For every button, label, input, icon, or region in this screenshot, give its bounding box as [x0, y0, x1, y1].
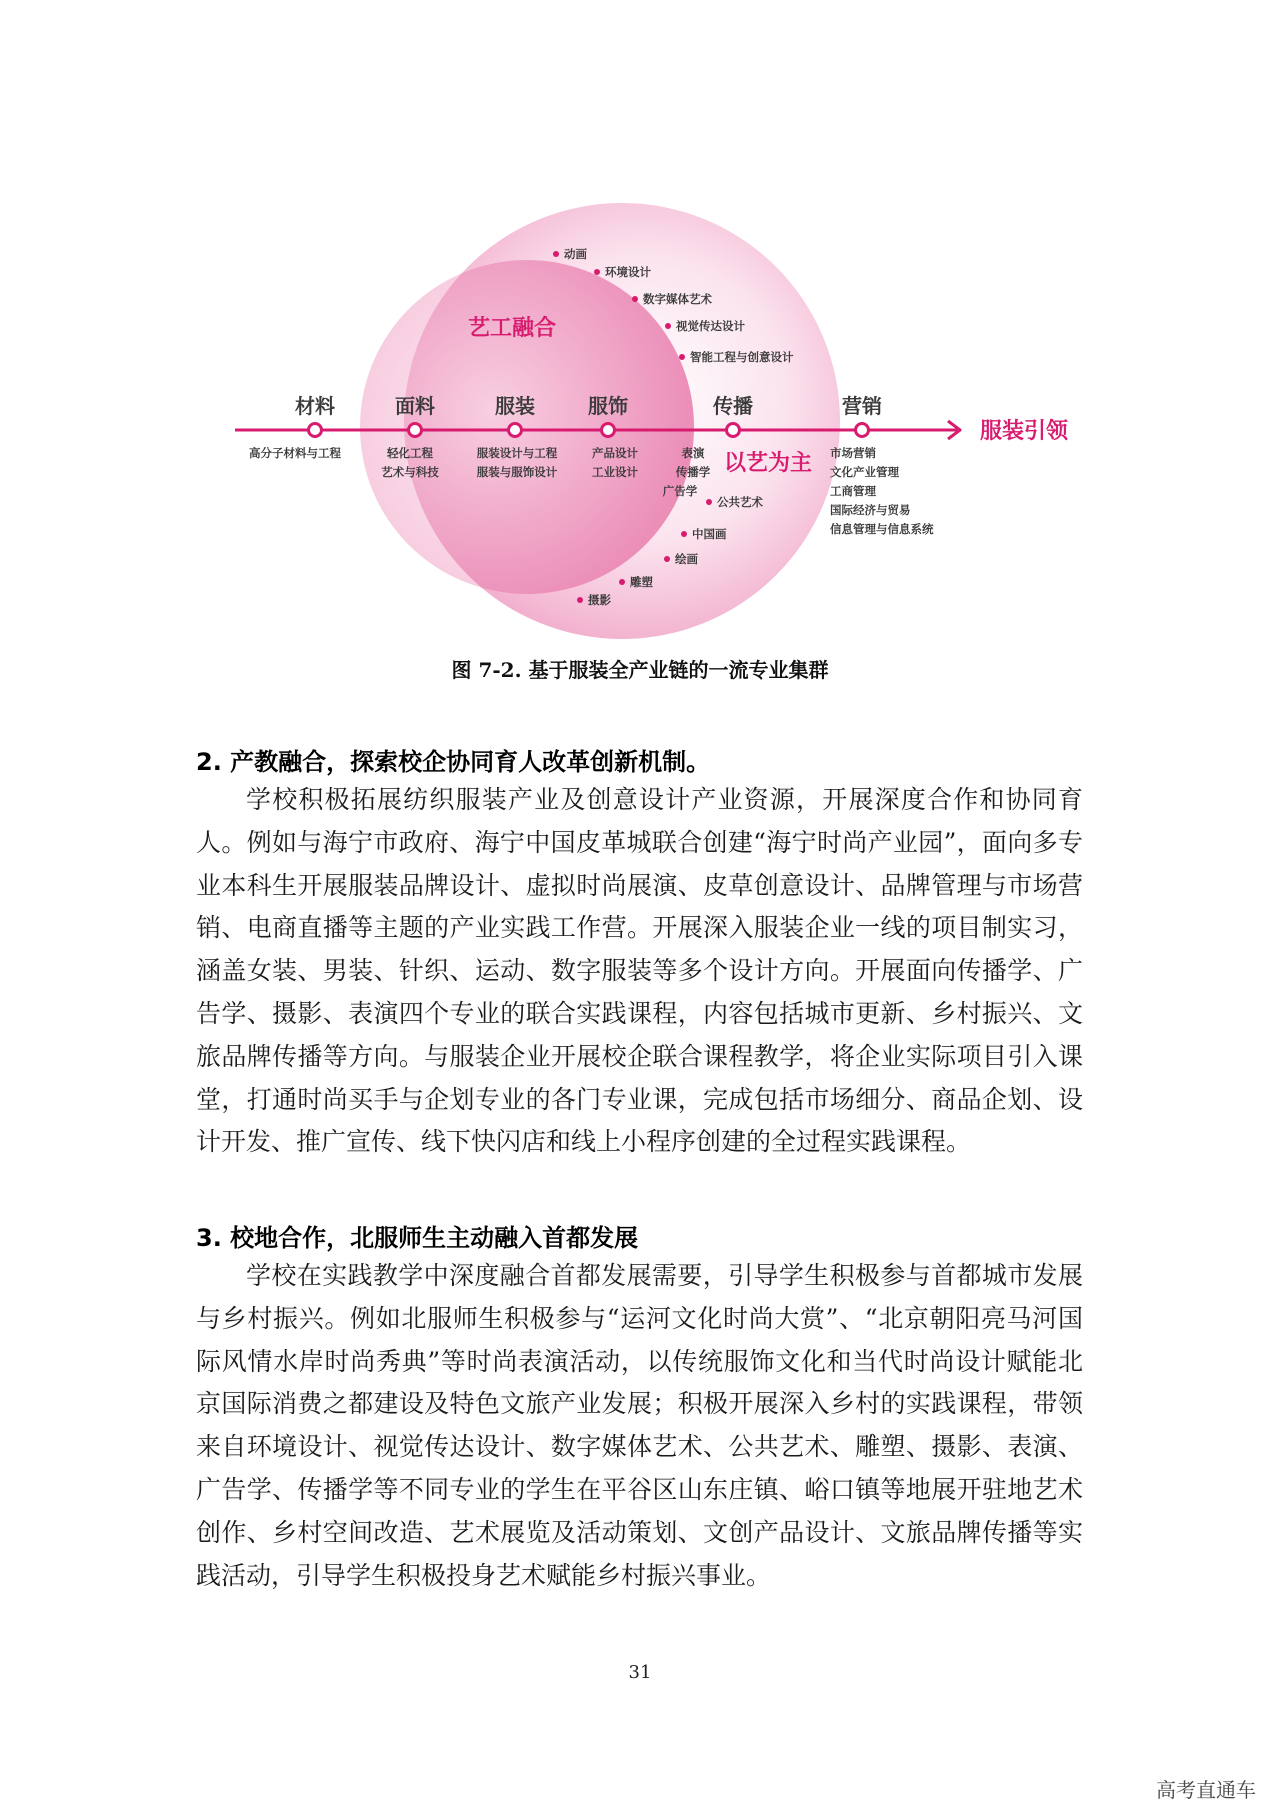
stage-node — [602, 424, 615, 437]
overlap-label: 艺工融合 — [467, 316, 557, 341]
stage-label: 服装 — [495, 394, 535, 418]
lower-major-label: 摄影 — [588, 593, 611, 607]
stage-sub-label: 广告学 — [662, 484, 698, 498]
lower-major-label: 绘画 — [675, 552, 698, 566]
page-number: 31 — [628, 1662, 652, 1683]
stage-sub-label: 服装设计与工程 — [476, 446, 558, 460]
upper-major-label: 动画 — [564, 247, 587, 261]
lower-major-label: 中国画 — [692, 527, 727, 541]
stage-sub-label: 轻化工程 — [387, 446, 433, 460]
art-label: 以艺为主 — [723, 451, 813, 476]
stage-sub-label: 国际经济与贸易 — [830, 503, 911, 517]
major-bullet — [664, 556, 670, 562]
stage-label: 服饰 — [588, 394, 628, 418]
major-bullet — [594, 269, 600, 275]
major-bullet — [665, 323, 671, 329]
section-heading-2: 2. 产教融合，探索校企协同育人改革创新机制。 — [196, 748, 711, 776]
arrow-label: 服装引领 — [980, 419, 1069, 444]
major-bullet — [577, 597, 583, 603]
major-bullet — [681, 531, 687, 537]
section-paragraph-2: 学校积极拓展纺织服装产业及创意设计产业资源，开展深度合作和协同育人。例如与海宁市政府、海宁中国皮革城联合创建“海宁时尚产业园”，面向多专业本科生开展服装品牌设计、虚拟时尚展演、皮草创意设计、品牌管理与市场营销、电商直播等主题的产业实践工作营。开展深入服装企业一线的项目制实习，涵盖女装、男装、针织、运动、数字服装等多个设计方向。开展面向传播学、广告学、摄影、表演四个专业的联合实践课程，内容包括城市更新、乡村振兴、文旅品牌传播等方向。与服装企业开展校企联合课程教学，将企业实际项目引入课堂，打通时尚买手与企划专业的各门专业课，完成包括市场细分、商品企划、设计开发、推广宣传、线下快闪店和线上小程序创建的全过程实践课程。 — [196, 785, 1083, 1157]
stage-node — [727, 424, 740, 437]
stage-sub-label: 高分子材料与工程 — [249, 446, 341, 460]
major-bullet — [632, 296, 638, 302]
section-paragraph-3: 学校在实践教学中深度融合首都发展需要，引导学生积极参与首都城市发展与乡村振兴。例如北服师生积极参与“运河文化时尚大赏”、“北京朝阳亮马河国际风情水岸时尚秀典”等时尚表演活动，以传统服饰文化和当代时尚设计赋能北京国际消费之都建设及特色文旅产业发展；积极开展深入乡村的实践课程，带领来自环境设计、视觉传达设计、数字媒体艺术、公共艺术、雕塑、摄影、表演、广告学、传播学等不同专业的学生在平谷区山东庄镇、峪口镇等地展开驻地艺术创作、乡村空间改造、艺术展览及活动策划、文创产品设计、文旅品牌传播等实践活动，引导学生积极投身艺术赋能乡村振兴事业。 — [196, 1261, 1083, 1590]
major-bullet — [619, 579, 625, 585]
stage-sub-label: 服装与服饰设计 — [476, 465, 558, 479]
major-bullet — [679, 354, 685, 360]
stage-label: 传播 — [713, 394, 753, 418]
stage-sub-label: 工商管理 — [830, 484, 876, 498]
stage-node — [856, 424, 869, 437]
stage-node — [309, 424, 322, 437]
lower-major-label: 公共艺术 — [717, 495, 763, 509]
watermark: 高考直通车 — [1156, 1778, 1256, 1802]
stage-sub-label: 工业设计 — [592, 465, 638, 479]
upper-major-label: 智能工程与创意设计 — [690, 350, 794, 364]
upper-major-label: 环境设计 — [605, 265, 651, 279]
stage-sub-label: 文化产业管理 — [830, 465, 899, 479]
lower-major-label: 雕塑 — [630, 575, 653, 589]
upper-major-label: 数字媒体艺术 — [643, 292, 712, 306]
figure-caption: 图 7-2. 基于服装全产业链的一流专业集群 — [451, 658, 829, 682]
major-bullet — [553, 251, 559, 257]
stage-label: 材料 — [295, 394, 335, 418]
stage-sub-label: 表演 — [681, 446, 705, 460]
stage-label: 面料 — [395, 394, 435, 418]
stage-sub-label: 艺术与科技 — [381, 465, 439, 479]
stage-node — [409, 424, 422, 437]
major-bullet — [706, 499, 712, 505]
industry-chain-diagram — [0, 0, 1280, 650]
stage-6 — [830, 394, 934, 536]
section-heading-3: 3. 校地合作，北服师生主动融入首都发展 — [196, 1224, 639, 1252]
stage-sub-label: 传播学 — [675, 465, 711, 479]
stage-sub-label: 市场营销 — [830, 446, 876, 460]
stage-sub-label: 产品设计 — [592, 446, 638, 460]
stage-node — [509, 424, 522, 437]
stage-1 — [249, 394, 341, 460]
stage-sub-label: 信息管理与信息系统 — [830, 522, 934, 536]
stage-label: 营销 — [842, 394, 882, 418]
upper-major-label: 视觉传达设计 — [676, 319, 745, 333]
